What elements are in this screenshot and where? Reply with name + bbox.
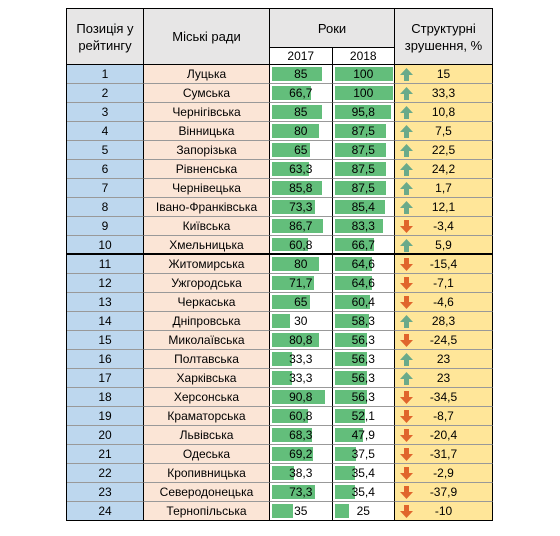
- value-2017: 38,3: [289, 466, 313, 480]
- change-cell: [395, 274, 493, 293]
- change-value: 24,2: [431, 162, 456, 176]
- value-2017-cell: [270, 217, 333, 236]
- value-2018-cell: [333, 445, 396, 464]
- position-cell: 21: [67, 445, 144, 464]
- change-cell: [395, 331, 493, 350]
- value-2018: 100: [353, 67, 374, 81]
- value-2017: 80: [294, 257, 308, 271]
- value-2017-cell: [270, 369, 333, 388]
- value-2017: 68,3: [289, 428, 313, 442]
- header-city: Міські ради: [144, 9, 270, 65]
- value-2018: 85,4: [351, 200, 375, 214]
- city-cell: Херсонська: [144, 388, 270, 407]
- change-value: 7,5: [435, 124, 452, 138]
- value-2017: 60,8: [289, 237, 313, 252]
- city-cell: Дніпровська: [144, 312, 270, 331]
- city-cell: Чернігівська: [144, 103, 270, 122]
- change-cell: [395, 502, 493, 521]
- change-cell: [395, 255, 493, 274]
- change-value: -24,5: [429, 333, 458, 347]
- arrow-up-icon: [399, 181, 414, 196]
- position-cell: 9: [67, 217, 144, 236]
- change-cell: [395, 217, 493, 236]
- value-2018-cell: [333, 122, 396, 141]
- city-cell: Сумська: [144, 84, 270, 103]
- position-cell: 20: [67, 426, 144, 445]
- position-cell: 11: [67, 255, 144, 274]
- value-2018-cell: [333, 483, 396, 502]
- arrow-up-icon: [399, 314, 414, 329]
- city-cell: Кропивницька: [144, 464, 270, 483]
- change-cell: [395, 198, 493, 217]
- change-cell: [395, 483, 493, 502]
- value-2017-cell: [270, 84, 333, 103]
- value-2017: 69,2: [289, 447, 313, 461]
- change-cell: [395, 65, 493, 84]
- value-2017: 73,3: [289, 485, 313, 499]
- value-2017-cell: [270, 388, 333, 407]
- value-2018: 87,5: [351, 181, 375, 195]
- change-value: 22,5: [431, 143, 456, 157]
- city-cell: Тернопільська: [144, 502, 270, 521]
- value-2017-cell: [270, 103, 333, 122]
- city-cell: Івано-Франківська: [144, 198, 270, 217]
- value-2018-cell: [333, 388, 396, 407]
- value-2018-cell: [333, 141, 396, 160]
- value-2017-cell: [270, 502, 333, 521]
- value-2017-cell: [270, 464, 333, 483]
- change-value: -15,4: [429, 257, 458, 271]
- position-cell: 14: [67, 312, 144, 331]
- value-2018: 52,1: [351, 409, 375, 423]
- table-row: [67, 84, 493, 103]
- value-2017-cell: [270, 293, 333, 312]
- value-2017-cell: [270, 160, 333, 179]
- position-cell: 8: [67, 198, 144, 217]
- value-2017: 86,7: [289, 219, 313, 233]
- value-2018: 87,5: [351, 162, 375, 176]
- value-2018-cell: [333, 160, 396, 179]
- city-cell: Ужгородська: [144, 274, 270, 293]
- position-cell: 23: [67, 483, 144, 502]
- table-row: [67, 312, 493, 331]
- table-row: [67, 141, 493, 160]
- city-cell: Житомирська: [144, 255, 270, 274]
- city-cell: Луцька: [144, 65, 270, 84]
- table-row: [67, 464, 493, 483]
- value-2018-cell: [333, 312, 396, 331]
- change-cell: [395, 84, 493, 103]
- change-value: -31,7: [429, 447, 458, 461]
- value-2017-cell: [270, 312, 333, 331]
- value-2017: 85: [294, 67, 308, 81]
- change-cell: [395, 445, 493, 464]
- city-cell: Одеська: [144, 445, 270, 464]
- arrow-up-icon: [399, 162, 414, 177]
- data-bar-2018: [335, 504, 350, 518]
- change-cell: [395, 103, 493, 122]
- change-value: 15: [436, 67, 451, 81]
- city-cell: Северодонецька: [144, 483, 270, 502]
- header-position: Позиція у рейтингу: [67, 9, 144, 65]
- arrow-down-icon: [399, 485, 414, 500]
- value-2018: 47,9: [351, 428, 375, 442]
- city-cell: Миколаївська: [144, 331, 270, 350]
- change-cell: [395, 426, 493, 445]
- arrow-down-icon: [399, 447, 414, 462]
- value-2017-cell: [270, 141, 333, 160]
- change-value: -10: [434, 504, 453, 518]
- change-cell: [395, 464, 493, 483]
- change-cell: [395, 388, 493, 407]
- value-2017: 73,3: [289, 200, 313, 214]
- data-bar-2017: [272, 504, 293, 518]
- value-2018-cell: [333, 331, 396, 350]
- change-cell: [395, 312, 493, 331]
- arrow-down-icon: [399, 333, 414, 348]
- city-cell: Київська: [144, 217, 270, 236]
- data-bar-2017: [272, 314, 290, 328]
- value-2017-cell: [270, 426, 333, 445]
- arrow-down-icon: [399, 295, 414, 310]
- value-2017-cell: [270, 179, 333, 198]
- header-years: Роки: [270, 9, 395, 47]
- arrow-up-icon: [399, 124, 414, 139]
- value-2017: 60,8: [289, 409, 313, 423]
- arrow-up-icon: [399, 105, 414, 120]
- value-2018: 66,7: [351, 237, 375, 252]
- change-value: 23: [436, 371, 451, 385]
- position-cell: 22: [67, 464, 144, 483]
- value-2018: 25: [356, 504, 370, 518]
- change-cell: [395, 350, 493, 369]
- change-cell: [395, 369, 493, 388]
- value-2018-cell: [333, 65, 396, 84]
- value-2018: 87,5: [351, 143, 375, 157]
- table-row: [67, 198, 493, 217]
- arrow-up-icon: [399, 200, 414, 215]
- position-cell: 12: [67, 274, 144, 293]
- value-2018: 64,6: [351, 257, 375, 271]
- value-2018-cell: [333, 369, 396, 388]
- value-2017: 65: [294, 143, 308, 157]
- table-row: [67, 502, 493, 521]
- table-row: [67, 331, 493, 350]
- change-cell: [395, 236, 493, 255]
- value-2018: 60,4: [351, 295, 375, 309]
- table-row: [67, 426, 493, 445]
- arrow-down-icon: [399, 219, 414, 234]
- value-2018-cell: [333, 274, 396, 293]
- value-2017-cell: [270, 255, 333, 274]
- arrow-down-icon: [399, 257, 414, 272]
- change-cell: [395, 122, 493, 141]
- change-value: 23: [436, 352, 451, 366]
- change-cell: [395, 407, 493, 426]
- change-cell: [395, 160, 493, 179]
- table-row: [67, 122, 493, 141]
- value-2017-cell: [270, 445, 333, 464]
- value-2018: 87,5: [351, 124, 375, 138]
- arrow-down-icon: [399, 390, 414, 405]
- value-2018-cell: [333, 103, 396, 122]
- table-row: [67, 445, 493, 464]
- value-2018: 35,4: [351, 466, 375, 480]
- header-change: Структурні зрушення, %: [395, 9, 493, 65]
- value-2018: 95,8: [351, 105, 375, 119]
- position-cell: 7: [67, 179, 144, 198]
- arrow-up-icon: [399, 67, 414, 82]
- table-row: [67, 255, 493, 274]
- change-cell: [395, 293, 493, 312]
- city-cell: Полтавська: [144, 350, 270, 369]
- position-cell: 6: [67, 160, 144, 179]
- city-cell: Львівська: [144, 426, 270, 445]
- table-row: [67, 293, 493, 312]
- change-value: 10,8: [431, 105, 456, 119]
- header-year-2017: 2017: [270, 47, 333, 65]
- position-cell: 5: [67, 141, 144, 160]
- value-2017: 85: [294, 105, 308, 119]
- value-2017: 85,8: [289, 181, 313, 195]
- value-2018: 58,3: [351, 314, 375, 328]
- position-cell: 15: [67, 331, 144, 350]
- table-row: [67, 160, 493, 179]
- value-2017: 90,8: [289, 390, 313, 404]
- value-2017-cell: [270, 198, 333, 217]
- value-2018: 56,3: [351, 333, 375, 347]
- value-2018: 83,3: [351, 219, 375, 233]
- change-value: 1,7: [435, 181, 452, 195]
- city-cell: Харківська: [144, 369, 270, 388]
- change-cell: [395, 179, 493, 198]
- table-row: [67, 350, 493, 369]
- table-row: [67, 483, 493, 502]
- value-2017-cell: [270, 331, 333, 350]
- arrow-up-icon: [399, 86, 414, 101]
- arrow-up-icon: [399, 371, 414, 386]
- value-2018-cell: [333, 236, 396, 255]
- arrow-up-icon: [399, 143, 414, 158]
- value-2018-cell: [333, 426, 396, 445]
- table-row: [67, 274, 493, 293]
- arrow-down-icon: [399, 409, 414, 424]
- value-2017: 33,3: [289, 371, 313, 385]
- city-cell: Рівненська: [144, 160, 270, 179]
- value-2017: 33,3: [289, 352, 313, 366]
- value-2018-cell: [333, 179, 396, 198]
- arrow-down-icon: [399, 466, 414, 481]
- position-cell: 10: [67, 236, 144, 255]
- value-2017-cell: [270, 236, 333, 255]
- value-2017: 71,7: [289, 276, 313, 290]
- table-row: [67, 369, 493, 388]
- value-2017-cell: [270, 122, 333, 141]
- value-2017: 30: [294, 314, 308, 328]
- arrow-up-icon: [399, 238, 414, 253]
- change-value: 33,3: [431, 86, 456, 100]
- value-2018-cell: [333, 84, 396, 103]
- table-row: [67, 236, 493, 255]
- header-years-group: [270, 9, 395, 65]
- value-2018-cell: [333, 407, 396, 426]
- table-row: [67, 179, 493, 198]
- value-2017: 35: [294, 504, 308, 518]
- change-value: 12,1: [431, 200, 456, 214]
- value-2018-cell: [333, 217, 396, 236]
- change-value: -2,9: [433, 466, 454, 480]
- city-cell: Черкаська: [144, 293, 270, 312]
- position-cell: 2: [67, 84, 144, 103]
- change-value: -4,6: [433, 295, 454, 309]
- change-value: -34,5: [429, 390, 458, 404]
- value-2017-cell: [270, 350, 333, 369]
- change-cell: [395, 141, 493, 160]
- value-2018-cell: [333, 502, 396, 521]
- value-2018-cell: [333, 198, 396, 217]
- city-cell: Запорізька: [144, 141, 270, 160]
- change-value: -37,9: [429, 485, 458, 499]
- value-2018-cell: [333, 464, 396, 483]
- city-cell: Вінницька: [144, 122, 270, 141]
- table-row: [67, 103, 493, 122]
- change-value: -7,1: [433, 276, 454, 290]
- value-2018: 64,6: [351, 276, 375, 290]
- change-value: -20,4: [429, 428, 458, 442]
- change-value: 28,3: [431, 314, 456, 328]
- position-cell: 3: [67, 103, 144, 122]
- table-row: [67, 217, 493, 236]
- position-cell: 13: [67, 293, 144, 312]
- value-2018-cell: [333, 255, 396, 274]
- value-2018: 100: [353, 86, 374, 100]
- value-2017: 80: [294, 124, 308, 138]
- value-2018: 56,3: [351, 390, 375, 404]
- value-2017-cell: [270, 65, 333, 84]
- rating-table: [66, 8, 493, 521]
- position-cell: 17: [67, 369, 144, 388]
- position-cell: 16: [67, 350, 144, 369]
- position-cell: 18: [67, 388, 144, 407]
- position-cell: 19: [67, 407, 144, 426]
- change-value: -3,4: [433, 219, 454, 233]
- value-2018: 35,4: [351, 485, 375, 499]
- change-value: 5,9: [435, 237, 452, 252]
- city-cell: Хмельницька: [144, 236, 270, 255]
- table-row: [67, 407, 493, 426]
- value-2017-cell: [270, 407, 333, 426]
- value-2017: 80,8: [289, 333, 313, 347]
- table-body: [67, 65, 493, 521]
- table-header: [67, 9, 493, 65]
- arrow-up-icon: [399, 352, 414, 367]
- value-2018: 56,3: [351, 371, 375, 385]
- table-row: [67, 388, 493, 407]
- value-2018-cell: [333, 350, 396, 369]
- value-2018: 56,3: [351, 352, 375, 366]
- position-cell: 4: [67, 122, 144, 141]
- value-2017: 65: [294, 295, 308, 309]
- position-cell: 24: [67, 502, 144, 521]
- position-cell: 1: [67, 65, 144, 84]
- value-2017: 63,3: [289, 162, 313, 176]
- arrow-down-icon: [399, 276, 414, 291]
- city-cell: Чернівецька: [144, 179, 270, 198]
- value-2018: 37,5: [351, 447, 375, 461]
- header-year-2018: 2018: [333, 47, 396, 65]
- arrow-down-icon: [399, 504, 414, 519]
- table-row: [67, 65, 493, 84]
- city-cell: Краматорська: [144, 407, 270, 426]
- value-2017-cell: [270, 483, 333, 502]
- value-2018-cell: [333, 293, 396, 312]
- value-2017: 66,7: [289, 86, 313, 100]
- value-2017-cell: [270, 274, 333, 293]
- arrow-down-icon: [399, 428, 414, 443]
- change-value: -8,7: [433, 409, 454, 423]
